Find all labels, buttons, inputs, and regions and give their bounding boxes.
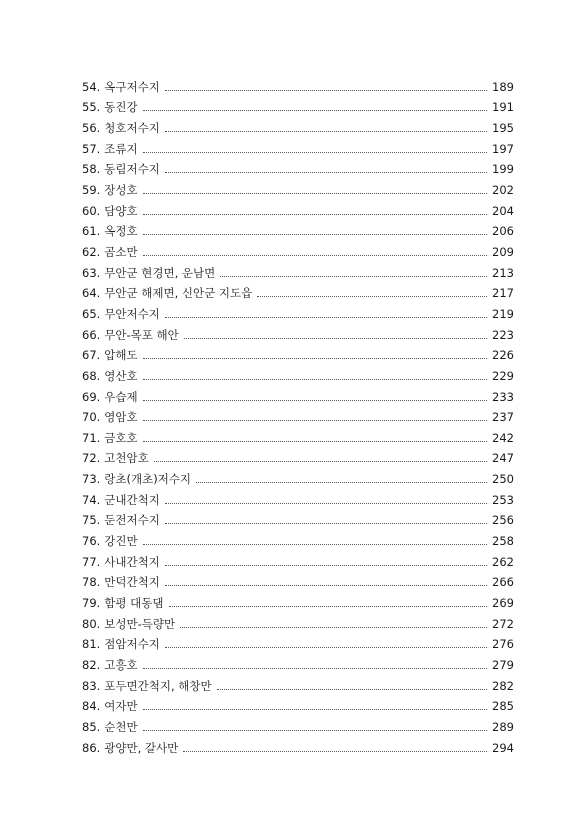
toc-entry-page: 199	[492, 162, 514, 177]
toc-entry-number: 75.	[82, 513, 101, 528]
toc-entry-number: 66.	[82, 327, 101, 342]
dot-leader	[165, 647, 487, 648]
dot-leader	[180, 627, 487, 628]
dot-leader	[143, 214, 487, 215]
toc-entry[interactable]	[82, 114, 514, 135]
dot-leader	[143, 544, 487, 545]
toc-entry-page: 209	[492, 244, 514, 259]
dot-leader	[165, 503, 487, 504]
toc-entry-page: 289	[492, 720, 514, 734]
toc-entry[interactable]	[82, 362, 514, 383]
toc-entry-number: 80.	[82, 616, 101, 631]
toc-entry-page: 223	[492, 327, 514, 342]
dot-leader	[143, 358, 487, 359]
toc-entry-number: 79.	[82, 596, 101, 611]
dot-leader	[165, 131, 487, 132]
toc-entry-number: 76.	[82, 534, 101, 549]
toc-entry-number: 83.	[82, 678, 101, 693]
dot-leader	[165, 90, 487, 91]
toc-entry-title: 조류지	[104, 141, 138, 156]
toc-entry[interactable]	[82, 300, 514, 321]
toc-entry[interactable]	[82, 672, 514, 693]
toc-entry-title: 점암저수지	[104, 637, 160, 652]
toc-entry[interactable]	[82, 424, 514, 445]
toc-entry-title: 고천암호	[104, 451, 149, 466]
toc-entry-number: 63.	[82, 265, 101, 280]
toc-entry-title: 랑초(개초)저수지	[104, 472, 192, 487]
toc-entry-title: 옥정호	[104, 224, 138, 239]
toc-entry-number: 62.	[82, 244, 101, 259]
toc-entry-number: 64.	[82, 286, 101, 301]
toc-entry-page: 204	[492, 203, 514, 218]
toc-entry-number: 84.	[82, 699, 101, 714]
toc-entry-number: 85.	[82, 720, 101, 734]
toc-entry-title: 보성만-득량만	[104, 616, 176, 631]
toc-entry-title: 무안군 해제면, 신안군 지도읍	[104, 286, 253, 301]
toc-entry-title: 고흥호	[104, 658, 138, 673]
dot-leader	[196, 482, 487, 483]
toc-entry[interactable]	[82, 321, 514, 342]
dot-leader	[143, 193, 487, 194]
toc-entry-title: 무안저수지	[104, 306, 160, 321]
toc-entry[interactable]	[82, 197, 514, 218]
toc-entry-title: 장성호	[104, 182, 138, 197]
toc-entry-title: 옥구저수지	[104, 79, 160, 94]
toc-entry[interactable]	[82, 465, 514, 486]
table-of-contents	[82, 73, 514, 755]
toc-entry-number: 81.	[82, 637, 101, 652]
toc-entry-page: 253	[492, 492, 514, 507]
toc-entry-page: 258	[492, 534, 514, 549]
toc-entry[interactable]	[82, 135, 514, 156]
toc-entry[interactable]	[82, 713, 514, 734]
toc-entry-number: 78.	[82, 575, 101, 590]
toc-entry-number: 54.	[82, 79, 101, 94]
toc-entry-page: 197	[492, 141, 514, 156]
toc-entry-title: 영암호	[104, 410, 138, 425]
toc-entry-page: 272	[492, 616, 514, 631]
toc-entry-title: 압해도	[104, 348, 138, 363]
toc-entry[interactable]	[82, 445, 514, 466]
toc-entry[interactable]	[82, 507, 514, 528]
dot-leader	[143, 152, 487, 153]
toc-entry-title: 우습제	[104, 389, 138, 404]
toc-entry[interactable]	[82, 589, 514, 610]
toc-entry-page: 282	[492, 678, 514, 693]
toc-entry-title: 담양호	[104, 203, 138, 218]
toc-entry-page: 217	[492, 286, 514, 301]
dot-leader	[169, 606, 488, 607]
toc-entry-page: 285	[492, 699, 514, 714]
toc-entry[interactable]	[82, 610, 514, 631]
toc-entry-page: 226	[492, 348, 514, 363]
toc-entry-number: 77.	[82, 554, 101, 569]
dot-leader	[143, 420, 487, 421]
toc-entry-number: 86.	[82, 740, 101, 755]
toc-entry[interactable]	[82, 693, 514, 714]
dot-leader	[165, 565, 487, 566]
toc-entry[interactable]	[82, 569, 514, 590]
toc-entry[interactable]	[82, 527, 514, 548]
toc-entry-title: 곰소만	[104, 244, 138, 259]
toc-entry[interactable]	[82, 156, 514, 177]
toc-entry-title: 함평 대동댐	[104, 596, 164, 611]
toc-entry-page: 242	[492, 430, 514, 445]
toc-entry-title: 무안-목포 해안	[104, 327, 179, 342]
toc-entry[interactable]	[82, 404, 514, 425]
toc-entry[interactable]	[82, 548, 514, 569]
toc-entry[interactable]	[82, 734, 514, 755]
dot-leader	[143, 668, 487, 669]
dot-leader	[217, 689, 487, 690]
toc-entry-page: 219	[492, 306, 514, 321]
toc-entry[interactable]	[82, 259, 514, 280]
toc-entry-number: 74.	[82, 492, 101, 507]
dot-leader	[220, 276, 487, 277]
toc-entry-page: 229	[492, 368, 514, 383]
dot-leader	[143, 730, 487, 731]
toc-entry-title: 사내간척지	[104, 554, 160, 569]
toc-entry-number: 56.	[82, 120, 101, 135]
toc-entry[interactable]	[82, 238, 514, 259]
toc-entry-page: 279	[492, 658, 514, 673]
toc-entry[interactable]	[82, 486, 514, 507]
dot-leader	[143, 255, 487, 256]
dot-leader	[143, 234, 487, 235]
dot-leader	[165, 523, 487, 524]
toc-entry-title: 여자만	[104, 699, 138, 714]
dot-leader	[154, 461, 487, 462]
toc-entry-number: 70.	[82, 410, 101, 425]
toc-entry-page: 237	[492, 410, 514, 425]
toc-entry-page: 262	[492, 554, 514, 569]
dot-leader	[143, 400, 487, 401]
toc-entry-number: 73.	[82, 472, 101, 487]
toc-entry-title: 무안군 현경면, 운남면	[104, 265, 216, 280]
dot-leader	[165, 317, 487, 318]
toc-entry-page: 256	[492, 513, 514, 528]
toc-entry-title: 강진만	[104, 534, 138, 549]
toc-entry[interactable]	[82, 651, 514, 672]
toc-entry[interactable]	[82, 218, 514, 239]
toc-entry-title: 순천만	[104, 720, 138, 734]
toc-entry-page: 269	[492, 596, 514, 611]
toc-entry-page: 247	[492, 451, 514, 466]
dot-leader	[165, 585, 487, 586]
toc-entry[interactable]	[82, 631, 514, 652]
toc-entry-page: 250	[492, 472, 514, 487]
toc-entry-number: 71.	[82, 430, 101, 445]
toc-entry-number: 60.	[82, 203, 101, 218]
toc-entry-title: 동림저수지	[104, 162, 160, 177]
toc-entry-title: 청호저수지	[104, 120, 160, 135]
toc-entry-title: 포두면간척지, 해창만	[104, 678, 212, 693]
toc-entry-page: 294	[492, 740, 514, 755]
toc-entry[interactable]	[82, 280, 514, 301]
toc-entry-number: 57.	[82, 141, 101, 156]
toc-entry[interactable]	[82, 176, 514, 197]
toc-entry-title: 동진강	[104, 100, 138, 115]
toc-entry-number: 72.	[82, 451, 101, 466]
toc-entry-page: 276	[492, 637, 514, 652]
toc-entry-number: 59.	[82, 182, 101, 197]
toc-entry-page: 195	[492, 120, 514, 135]
toc-entry-title: 영산호	[104, 368, 138, 383]
toc-entry[interactable]	[82, 94, 514, 115]
toc-entry-number: 69.	[82, 389, 101, 404]
toc-entry-page: 202	[492, 182, 514, 197]
dot-leader	[257, 296, 487, 297]
dot-leader	[165, 172, 487, 173]
toc-entry-title: 군내간척지	[104, 492, 160, 507]
toc-entry-page: 206	[492, 224, 514, 239]
toc-entry-number: 61.	[82, 224, 101, 239]
dot-leader	[183, 751, 487, 752]
dot-leader	[143, 709, 487, 710]
toc-entry[interactable]	[82, 342, 514, 363]
toc-entry-page: 213	[492, 265, 514, 280]
toc-entry-page: 191	[492, 100, 514, 115]
toc-entry-title: 광양만, 갈사만	[104, 740, 179, 755]
toc-entry-page: 233	[492, 389, 514, 404]
dot-leader	[143, 379, 487, 380]
toc-entry-number: 58.	[82, 162, 101, 177]
toc-entry-page: 189	[492, 79, 514, 94]
dot-leader	[143, 110, 487, 111]
toc-entry[interactable]	[82, 73, 514, 94]
toc-entry-number: 65.	[82, 306, 101, 321]
toc-entry-number: 82.	[82, 658, 101, 673]
toc-entry-page: 266	[492, 575, 514, 590]
toc-entry-title: 둔전저수지	[104, 513, 160, 528]
dot-leader	[184, 338, 487, 339]
toc-entry-title: 금호호	[104, 430, 138, 445]
dot-leader	[143, 441, 487, 442]
toc-entry-title: 만덕간척지	[104, 575, 160, 590]
toc-entry-number: 68.	[82, 368, 101, 383]
toc-entry[interactable]	[82, 383, 514, 404]
toc-entry-number: 55.	[82, 100, 101, 115]
toc-entry-number: 67.	[82, 348, 101, 363]
